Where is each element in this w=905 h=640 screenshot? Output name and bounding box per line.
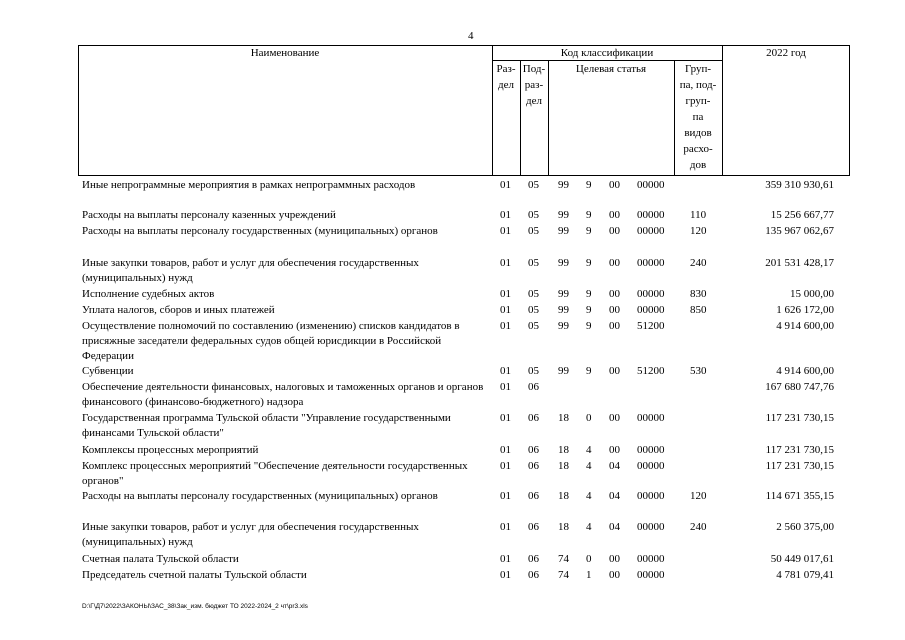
row-code-3: 18 <box>558 444 569 456</box>
row-code-7: 240 <box>690 521 707 533</box>
row-code-6: 00000 <box>637 569 665 581</box>
row-code-2: 06 <box>528 381 539 393</box>
row-name: Обеспечение деятельности финансовых, налоговых и таможенных органов и органов финансового (финансово-бюджетного) надзора <box>82 381 484 408</box>
row-name: Расходы на выплаты персоналу государственных (муниципальных) органов <box>82 490 438 502</box>
row-code-7: 850 <box>690 304 707 316</box>
row-name: Субвенции <box>82 365 134 377</box>
header-podrazdel: Под- раз- дел <box>522 63 546 107</box>
row-code-6: 00000 <box>637 490 665 502</box>
row-code-7: 530 <box>690 365 707 377</box>
row-code-5: 04 <box>609 521 620 533</box>
row-code-4: 0 <box>586 553 592 565</box>
row-code-2: 06 <box>528 444 539 456</box>
row-code-1: 01 <box>500 553 511 565</box>
row-code-2: 05 <box>528 179 539 191</box>
row-name: Комплекс процессных мероприятий "Обеспечение деятельности государственных органов" <box>82 460 468 487</box>
row-code-4: 9 <box>586 209 592 221</box>
row-code-5: 00 <box>609 257 620 269</box>
row-value: 4 781 079,41 <box>776 569 834 581</box>
row-code-3: 74 <box>558 569 569 581</box>
row-code-1: 01 <box>500 460 511 472</box>
row-code-3: 99 <box>558 179 569 191</box>
row-name: Государственная программа Тульской области "Управление государственными финансами Тульской области" <box>82 412 451 439</box>
row-code-6: 00000 <box>637 444 665 456</box>
row-code-1: 01 <box>500 490 511 502</box>
row-code-4: 0 <box>586 412 592 424</box>
row-code-6: 00000 <box>637 209 665 221</box>
row-code-7: 110 <box>690 209 707 221</box>
row-value: 4 914 600,00 <box>776 365 834 377</box>
row-name: Иные непрограммные мероприятия в рамках непрограммных расходов <box>82 179 416 191</box>
row-name: Расходы на выплаты персоналу государственных (муниципальных) органов <box>82 225 438 237</box>
row-name: Иные закупки товаров, работ и услуг для обеспечения государственных (муниципальных) нужд <box>82 521 419 548</box>
row-code-5: 00 <box>609 225 620 237</box>
row-code-4: 9 <box>586 304 592 316</box>
row-code-2: 05 <box>528 365 539 377</box>
row-code-7: 240 <box>690 257 707 269</box>
row-code-1: 01 <box>500 365 511 377</box>
row-code-1: 01 <box>500 320 511 332</box>
row-code-5: 04 <box>609 490 620 502</box>
row-code-2: 05 <box>528 304 539 316</box>
row-code-4: 4 <box>586 444 592 456</box>
row-name: Председатель счетной палаты Тульской области <box>82 569 307 581</box>
row-code-2: 06 <box>528 460 539 472</box>
row-code-3: 99 <box>558 288 569 300</box>
row-code-4: 9 <box>586 257 592 269</box>
row-code-1: 01 <box>500 569 511 581</box>
header-name: Наименование <box>250 47 320 59</box>
row-code-2: 06 <box>528 569 539 581</box>
row-name: Уплата налогов, сборов и иных платежей <box>82 304 275 316</box>
row-value: 1 626 172,00 <box>776 304 834 316</box>
row-value: 15 000,00 <box>790 288 834 300</box>
row-code-6: 00000 <box>637 460 665 472</box>
row-code-5: 00 <box>609 553 620 565</box>
row-code-4: 1 <box>586 569 592 581</box>
row-code-5: 00 <box>609 320 620 332</box>
row-value: 135 967 062,67 <box>765 225 834 237</box>
row-code-4: 9 <box>586 288 592 300</box>
row-value: 117 231 730,15 <box>765 444 834 456</box>
row-value: 50 449 017,61 <box>770 553 834 565</box>
row-code-5: 00 <box>609 179 620 191</box>
row-code-3: 18 <box>558 460 569 472</box>
row-code-1: 01 <box>500 257 511 269</box>
row-code-6: 51200 <box>637 320 665 332</box>
header-code: Код классификации <box>560 47 654 59</box>
row-code-7: 830 <box>690 288 707 300</box>
row-code-5: 00 <box>609 569 620 581</box>
row-code-2: 05 <box>528 209 539 221</box>
row-code-6: 00000 <box>637 304 665 316</box>
row-code-3: 99 <box>558 304 569 316</box>
row-name: Комплексы процессных мероприятий <box>82 444 259 456</box>
row-code-3: 99 <box>558 365 569 377</box>
row-code-5: 00 <box>609 412 620 424</box>
row-code-3: 18 <box>558 412 569 424</box>
row-code-6: 00000 <box>637 412 665 424</box>
row-code-4: 9 <box>586 320 592 332</box>
row-code-4: 4 <box>586 490 592 502</box>
row-value: 114 671 355,15 <box>765 490 834 502</box>
row-code-5: 00 <box>609 365 620 377</box>
header-group: Груп- па, под- груп- па видов расхо- дов <box>679 63 717 171</box>
row-code-3: 99 <box>558 225 569 237</box>
row-value: 167 680 747,76 <box>765 381 834 393</box>
row-name: Расходы на выплаты персоналу казенных учреждений <box>82 209 336 221</box>
table-header <box>78 45 850 175</box>
row-code-6: 51200 <box>637 365 665 377</box>
row-code-3: 99 <box>558 320 569 332</box>
row-code-6: 00000 <box>637 225 665 237</box>
row-code-4: 9 <box>586 225 592 237</box>
row-code-6: 00000 <box>637 179 665 191</box>
header-target: Целевая статья <box>575 63 647 75</box>
row-code-7: 120 <box>690 225 707 237</box>
row-value: 359 310 930,61 <box>765 179 834 191</box>
row-name: Исполнение судебных актов <box>82 288 215 300</box>
row-code-4: 4 <box>586 460 592 472</box>
row-code-2: 05 <box>528 288 539 300</box>
row-code-6: 00000 <box>637 257 665 269</box>
row-code-1: 01 <box>500 209 511 221</box>
row-code-6: 00000 <box>637 521 665 533</box>
row-code-1: 01 <box>500 225 511 237</box>
row-code-2: 06 <box>528 553 539 565</box>
row-code-1: 01 <box>500 444 511 456</box>
row-code-4: 9 <box>586 365 592 377</box>
row-value: 117 231 730,15 <box>765 412 834 424</box>
row-value: 201 531 428,17 <box>765 257 834 269</box>
row-code-5: 04 <box>609 460 620 472</box>
row-code-2: 05 <box>528 225 539 237</box>
row-value: 15 256 667,77 <box>770 209 834 221</box>
row-code-3: 18 <box>558 490 569 502</box>
row-code-1: 01 <box>500 288 511 300</box>
row-code-2: 05 <box>528 257 539 269</box>
row-code-2: 06 <box>528 490 539 502</box>
row-code-2: 06 <box>528 412 539 424</box>
row-name: Иные закупки товаров, работ и услуг для обеспечения государственных (муниципальных) нужд <box>82 257 419 284</box>
file-path-footer: D:\Г\Д7\2022\ЗАКОНЫ\ЗАС_38\Зак_изм. бюджет ТО 2022-2024_2 чт\pr3.xls <box>82 603 308 610</box>
row-code-6: 00000 <box>637 288 665 300</box>
row-code-1: 01 <box>500 521 511 533</box>
row-value: 4 914 600,00 <box>776 320 834 332</box>
row-code-4: 9 <box>586 179 592 191</box>
row-code-1: 01 <box>500 304 511 316</box>
row-code-5: 00 <box>609 304 620 316</box>
header-razdel: Раз- дел <box>496 63 516 91</box>
row-code-3: 99 <box>558 209 569 221</box>
row-code-3: 18 <box>558 521 569 533</box>
row-code-6: 00000 <box>637 553 665 565</box>
row-value: 2 560 375,00 <box>776 521 834 533</box>
row-code-2: 05 <box>528 320 539 332</box>
row-code-1: 01 <box>500 179 511 191</box>
header-year: 2022 год <box>766 47 806 59</box>
row-name: Осуществление полномочий по составлению (изменению) списков кандидатов в присяжные заседатели федеральных судов общей юрисдикции в Российской Федерации <box>82 320 460 362</box>
row-code-7: 120 <box>690 490 707 502</box>
row-code-1: 01 <box>500 412 511 424</box>
row-value: 117 231 730,15 <box>765 460 834 472</box>
row-code-3: 99 <box>558 257 569 269</box>
row-name: Счетная палата Тульской области <box>82 553 239 565</box>
row-code-1: 01 <box>500 381 511 393</box>
row-code-2: 06 <box>528 521 539 533</box>
row-code-3: 74 <box>558 553 569 565</box>
row-code-4: 4 <box>586 521 592 533</box>
page-number: 4 <box>468 30 474 42</box>
row-code-5: 00 <box>609 444 620 456</box>
row-code-5: 00 <box>609 288 620 300</box>
row-code-5: 00 <box>609 209 620 221</box>
